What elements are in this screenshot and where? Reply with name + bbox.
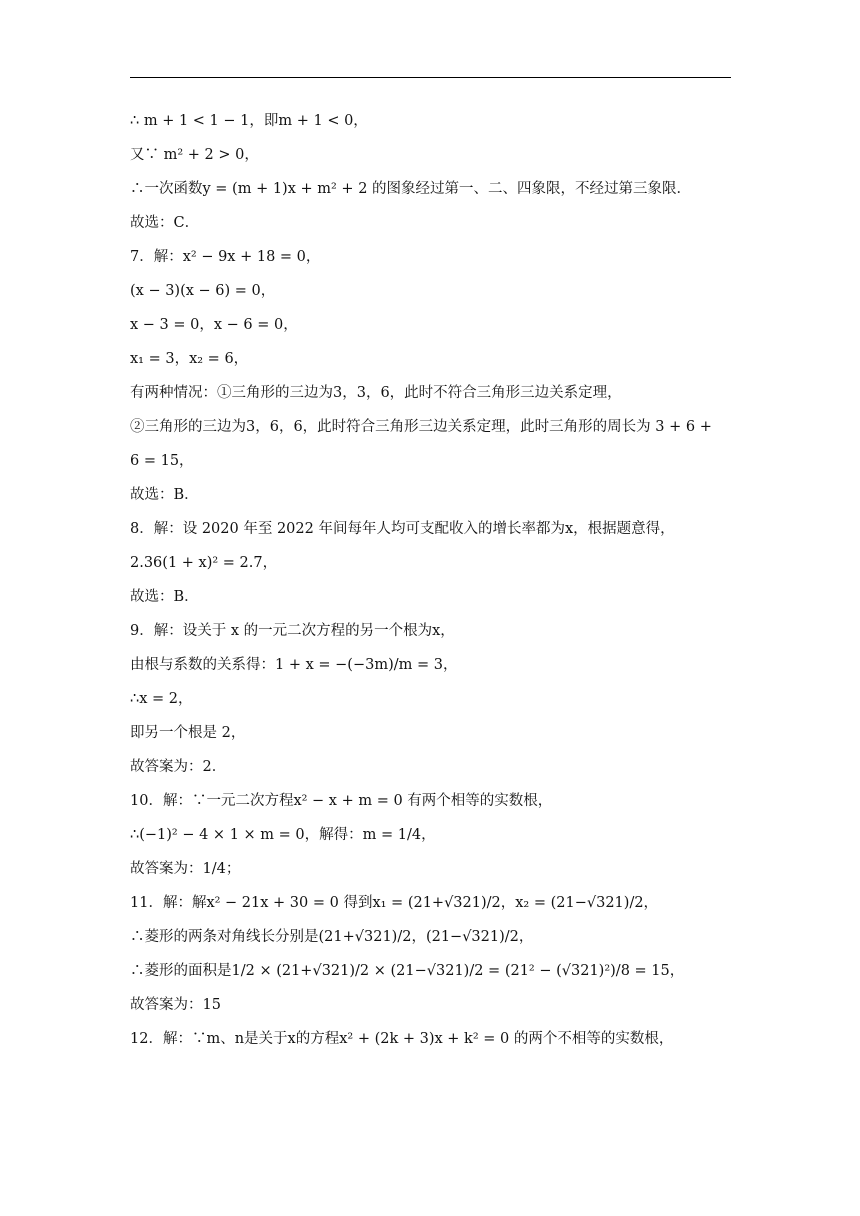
text-line: 7．解：x² − 9x + 18 = 0， (130, 249, 321, 265)
text-line: 有两种情况：①三角形的三边为3，3，6，此时不符合三角形三边关系定理， (130, 385, 622, 401)
header-rule (130, 77, 731, 78)
text-line: 故选：B． (130, 589, 199, 605)
text-line: 2.36(1 + x)² = 2.7， (130, 555, 278, 571)
text-line: x − 3 = 0，x − 6 = 0， (130, 317, 298, 333)
text-line: 故选：B． (130, 487, 199, 503)
text-line: 11．解：解x² − 21x + 30 = 0 得到x₁ = (21+√321)/2，x₂ = (21−√321)/2， (130, 895, 659, 911)
text-line: 故选：C． (130, 215, 200, 231)
text-line: 即另一个根是 2， (130, 725, 246, 741)
text-line: 故答案为：1/4； (130, 861, 241, 877)
text-line: (x − 3)(x − 6) = 0， (130, 283, 276, 299)
text-line: 10．解：∵一元二次方程x² − x + m = 0 有两个相等的实数根， (130, 793, 553, 809)
text-line: 又∵ m² + 2 > 0， (130, 147, 259, 163)
text-line: 12．解：∵m、n是关于x的方程x² + (2k + 3)x + k² = 0 的两个不相等的实数根， (130, 1031, 674, 1047)
text-line: 故答案为：2． (130, 759, 227, 775)
text-line: ∴(−1)² − 4 × 1 × m = 0，解得：m = 1/4， (130, 827, 436, 843)
text-line: ∴菱形的面积是1/2 × (21+√321)/2 × (21−√321)/2 = (21² − (√321)²)/8 = 15， (130, 963, 685, 979)
solution-text (130, 108, 735, 1060)
text-line: ∴x = 2， (130, 691, 193, 707)
text-line: 8．解：设 2020 年至 2022 年间每年人均可支配收入的增长率都为x，根据题意得， (130, 521, 675, 537)
text-line: 由根与系数的关系得：1 + x = −(−3m)/m = 3， (130, 657, 458, 673)
text-line: ∴菱形的两条对角线长分别是(21+√321)/2，(21−√321)/2， (130, 929, 534, 945)
text-line: 6 = 15， (130, 453, 194, 469)
text-line: ②三角形的三边为3，6，6，此时符合三角形三边关系定理，此时三角形的周长为 3 + 6 + (130, 419, 712, 435)
text-line: 9．解：设关于 x 的一元二次方程的另一个根为x， (130, 623, 455, 639)
text-line: ∴一次函数y = (m + 1)x + m² + 2 的图象经过第一、二、四象限，不经过第三象限． (130, 181, 692, 197)
text-line: 故答案为：15 (130, 997, 221, 1013)
text-line: x₁ = 3，x₂ = 6， (130, 351, 249, 367)
text-line: ∴ m + 1 < 1 − 1，即m + 1 < 0， (130, 113, 368, 129)
